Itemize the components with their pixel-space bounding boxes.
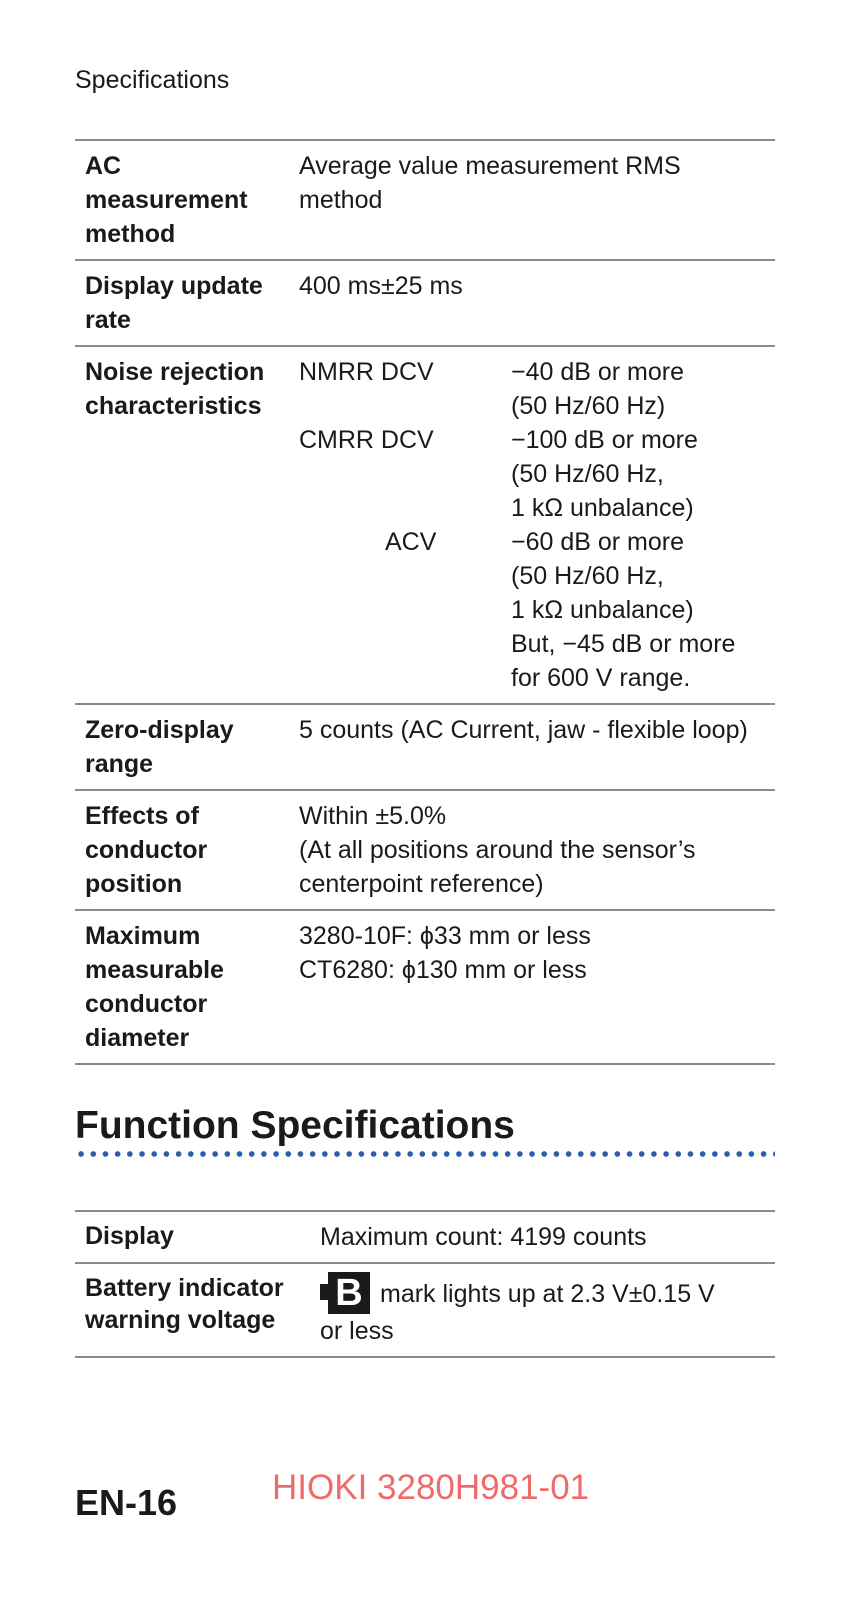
table-row [75,790,775,910]
table-row [75,140,775,260]
row-label: Battery indicator warning voltage [85,1274,284,1334]
row-value: Maximum count: 4199 counts [320,1223,647,1251]
row-label: Effects of conductor position [85,802,208,898]
table-row [75,704,775,790]
cmrr-value: −100 dB or more (50 Hz/60 Hz, 1 kΩ unbalance) [511,426,698,522]
row-value: Average value measurement RMS method [299,152,681,214]
noise-grid [299,355,775,695]
battery-icon: B [320,1272,370,1314]
specifications-table [75,139,775,1065]
row-value [299,346,775,704]
row-label: Display update rate [85,272,263,334]
row-value: 3280-10F: ϕ33 mm or less CT6280: ϕ130 mm or less [299,922,591,984]
page-number: EN-16 [75,1482,178,1523]
acv-label: ACV [385,528,437,556]
table-row [75,260,775,346]
row-label: AC measurement method [85,152,248,248]
acv-value: −60 dB or more (50 Hz/60 Hz, 1 kΩ unbalance) But, −45 dB or more for 600 V range. [511,528,736,692]
row-label: Maximum measurable conductor diameter [85,922,224,1052]
row-label: Zero-display range [85,716,234,778]
row-value: 400 ms±25 ms [299,272,463,300]
nmrr-label: NMRR DCV [299,358,434,386]
row-label: Display [85,1222,174,1250]
table-row [75,910,775,1064]
row-label: Noise rejection characteristics [85,358,265,420]
function-specifications-table [75,1210,775,1358]
row-value: 5 counts (AC Current, jaw - flexible loop) [299,716,748,744]
page-header: Specifications [75,66,230,94]
row-value: Within ±5.0% (At all positions around the sensor’s centerpoint reference) [299,802,696,898]
row-value: B mark lights up at 2.3 V±0.15 V or less [320,1272,715,1345]
cmrr-label: CMRR DCV [299,426,434,454]
nmrr-value: −40 dB or more (50 Hz/60 Hz) [511,358,685,420]
dotted-divider [75,1150,775,1158]
section-title: Function Specifications [75,1104,515,1147]
table-row [75,1211,775,1263]
table-row [75,1263,775,1357]
document-id: HIOKI 3280H981-01 [272,1468,590,1507]
table-row-noise [75,346,775,704]
